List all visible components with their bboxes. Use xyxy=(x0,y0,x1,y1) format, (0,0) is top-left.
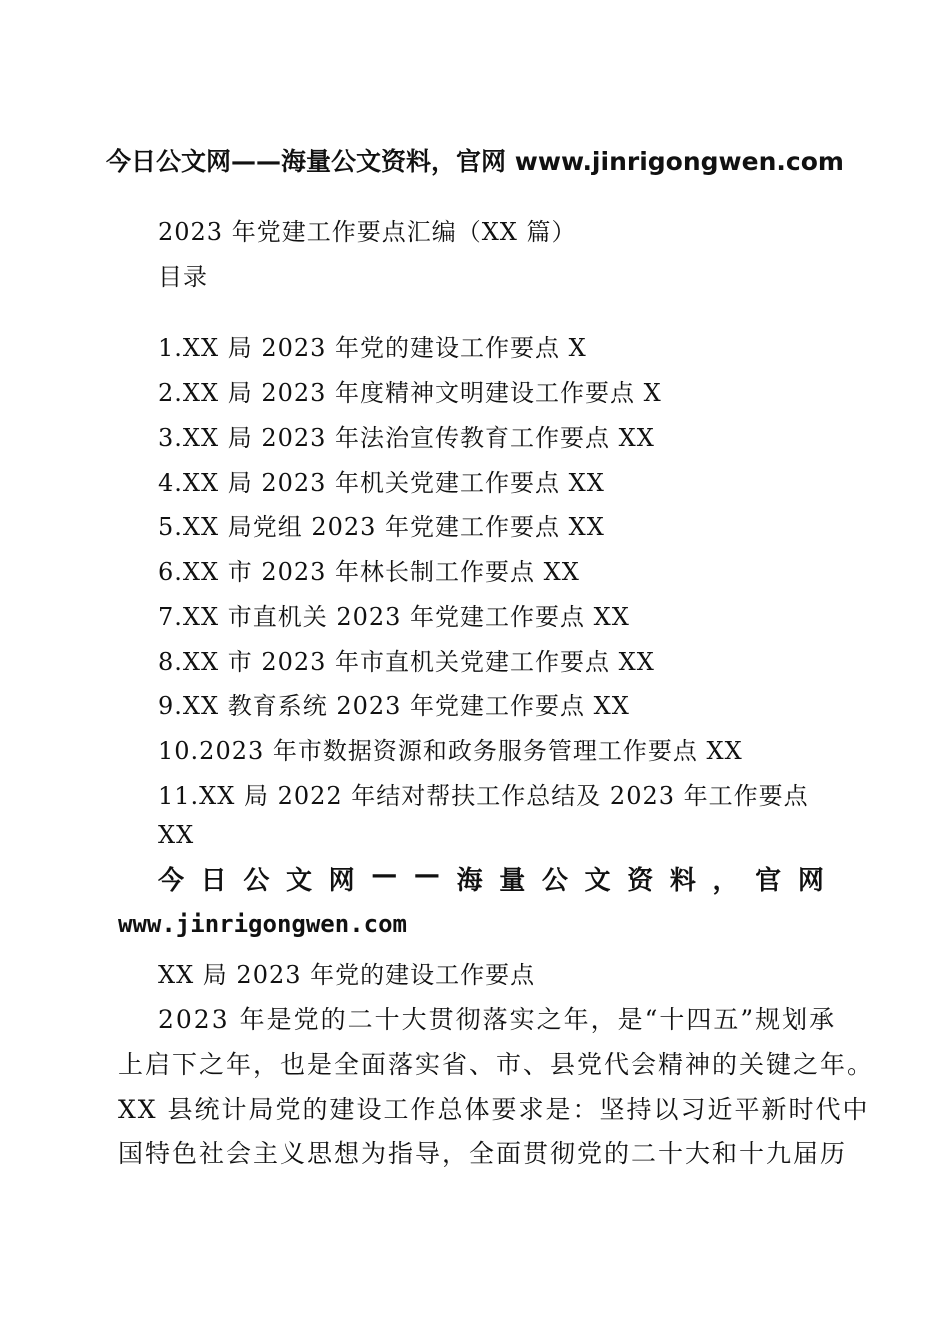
article-line: 2023 年是党的二十大贯彻落实之年，是“十四五”规划承 xyxy=(158,1005,837,1034)
banner-char: 量 xyxy=(499,866,526,896)
banner-char: 公 xyxy=(243,866,270,896)
site-url[interactable]: www.jinrigongwen.com xyxy=(118,910,407,938)
toc-item[interactable]: 9.XX 教育系统 2023 年党建工作要点 XX xyxy=(158,692,630,720)
toc-item[interactable]: 1.XX 局 2023 年党的建设工作要点 X xyxy=(158,334,587,362)
banner-char: 今 xyxy=(158,866,185,896)
toc-heading: 目录 xyxy=(158,263,208,291)
toc-item[interactable]: 6.XX 市 2023 年林长制工作要点 XX xyxy=(158,558,580,586)
banner-char: 日 xyxy=(200,866,227,896)
article-line: 上启下之年，也是全面落实省、市、县党代会精神的关键之年。 xyxy=(118,1050,875,1079)
site-banner: 今日公文网——海量公文资料，官网 www.jinrigongwen.com xyxy=(106,147,844,176)
toc-item[interactable]: 4.XX 局 2023 年机关党建工作要点 XX xyxy=(158,469,605,497)
document-title: 2023 年党建工作要点汇编（XX 篇） xyxy=(158,218,577,246)
toc-item[interactable]: 5.XX 局党组 2023 年党建工作要点 XX xyxy=(158,513,605,541)
article-line: XX 县统计局党的建设工作总体要求是：坚持以习近平新时代中 xyxy=(118,1095,870,1124)
banner-char: 官 xyxy=(755,866,782,896)
banner-char: 公 xyxy=(541,866,568,896)
banner-char: — xyxy=(371,860,398,890)
banner-char: 文 xyxy=(285,866,312,896)
banner-char: 海 xyxy=(456,866,483,896)
toc-item[interactable]: 3.XX 局 2023 年法治宣传教育工作要点 XX xyxy=(158,424,655,452)
toc-item[interactable]: 11.XX 局 2022 年结对帮扶工作总结及 2023 年工作要点 xyxy=(158,782,809,810)
banner-char: 料 xyxy=(669,866,696,896)
banner-char: 资 xyxy=(627,866,654,896)
banner-char: — xyxy=(413,860,440,890)
toc-item[interactable]: 7.XX 市直机关 2023 年党建工作要点 XX xyxy=(158,603,630,631)
banner-char: 网 xyxy=(797,866,824,896)
article-line: 国特色社会主义思想为指导，全面贯彻党的二十大和十九届历 xyxy=(118,1139,848,1168)
banner-char: 文 xyxy=(584,866,611,896)
toc-item-continuation: XX xyxy=(158,821,195,849)
article-title: XX 局 2023 年党的建设工作要点 xyxy=(158,961,536,989)
site-banner-spaced xyxy=(158,860,824,897)
toc-item[interactable]: 2.XX 局 2023 年度精神文明建设工作要点 X xyxy=(158,379,662,407)
banner-char: 网 xyxy=(328,866,355,896)
toc-item[interactable]: 10.2023 年市数据资源和政务服务管理工作要点 XX xyxy=(158,737,743,765)
toc-item[interactable]: 8.XX 市 2023 年市直机关党建工作要点 XX xyxy=(158,648,655,676)
banner-char: ， xyxy=(712,866,739,896)
